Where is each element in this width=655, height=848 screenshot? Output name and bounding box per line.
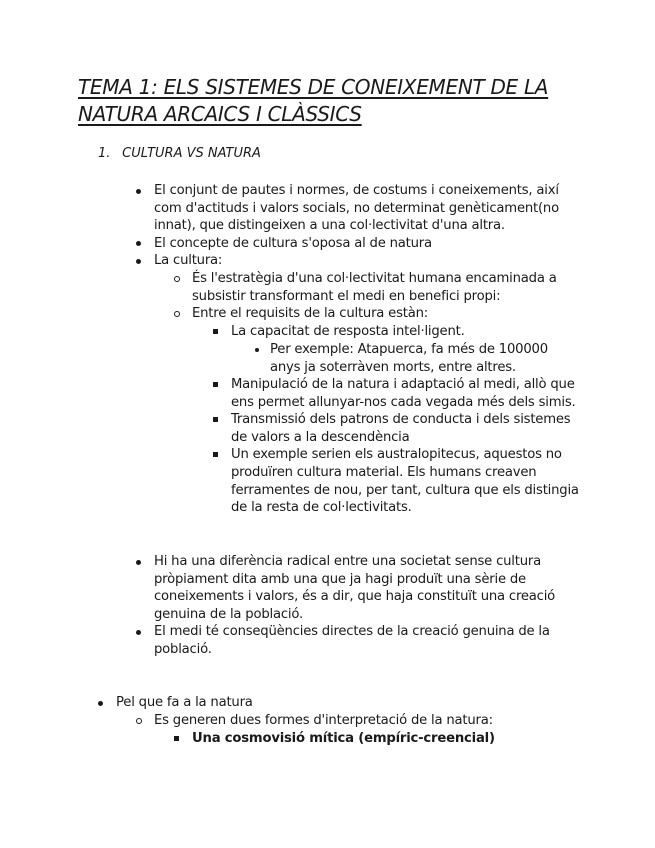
section-label: CULTURA VS NATURA <box>122 146 261 161</box>
list-item: La capacitat de resposta intel·ligent. <box>231 323 583 341</box>
list-item: La cultura: <box>154 252 584 270</box>
sub-sub-list <box>231 323 583 341</box>
list-item: El medi té conseqüències directes de la creació genuina de la població. <box>154 623 584 658</box>
list-item: Manipulació de la natura i adaptació al medi, allò que ens permet allunyar-nos cada vegada més dels simis. <box>231 376 585 411</box>
list-item: El conjunt de pautes i normes, de costums i coneixements, així com d'actituds i valors socials, no determinat genèticament(no innat), que distingeixen a una col·lectivitat d'una altra. <box>154 182 584 235</box>
section-heading <box>98 146 261 161</box>
list-item: Un exemple serien els australopitecus, aquestos no produïren cultura material. Els humans creaven ferramentes de nou, per tant, cultura que els distingia de la resta de col·lectivitats. <box>231 446 585 516</box>
sub-sub-list-3 <box>192 730 582 748</box>
bullet-list <box>154 182 584 270</box>
sub-sub-list-2 <box>231 376 585 517</box>
list-item: Es generen dues formes d'interpretació de la natura: <box>154 712 584 730</box>
sub-list <box>192 270 582 323</box>
list-item: Per exemple: Atapuerca, fa més de 100000 anys ja soterràven morts, entre altres. <box>270 341 560 376</box>
sub-list-3 <box>154 712 584 730</box>
bullet-list-2 <box>154 553 584 659</box>
list-item: Hi ha una diferència radical entre una societat sense cultura pròpiament dita amb una que ja hagi produït una sèrie de coneixements i valors, és a dir, que haja constituït una creació genuina de la població. <box>154 553 584 623</box>
page-title: TEMA 1: ELS SISTEMES DE CONEIXEMENT DE LA NATURA ARCAICS I CLÀSSICS <box>78 75 549 126</box>
list-item: Entre el requisits de la cultura estàn: <box>192 305 582 323</box>
bullet-list-3 <box>116 694 576 712</box>
list-item: És l'estratègia d'una col·lectivitat humana encaminada a subsistir transformant el medi en benefici propi: <box>192 270 582 305</box>
section-number: 1. <box>98 146 111 161</box>
list-item: El concepte de cultura s'oposa al de natura <box>154 235 584 253</box>
list-item: Una cosmovisió mítica (empíric-creencial) <box>192 730 582 748</box>
sub-sub-sub-list <box>270 341 560 376</box>
list-item: Transmissió dels patrons de conducta i dels sistemes de valors a la descendència <box>231 411 585 446</box>
list-item: Pel que fa a la natura <box>116 694 576 712</box>
